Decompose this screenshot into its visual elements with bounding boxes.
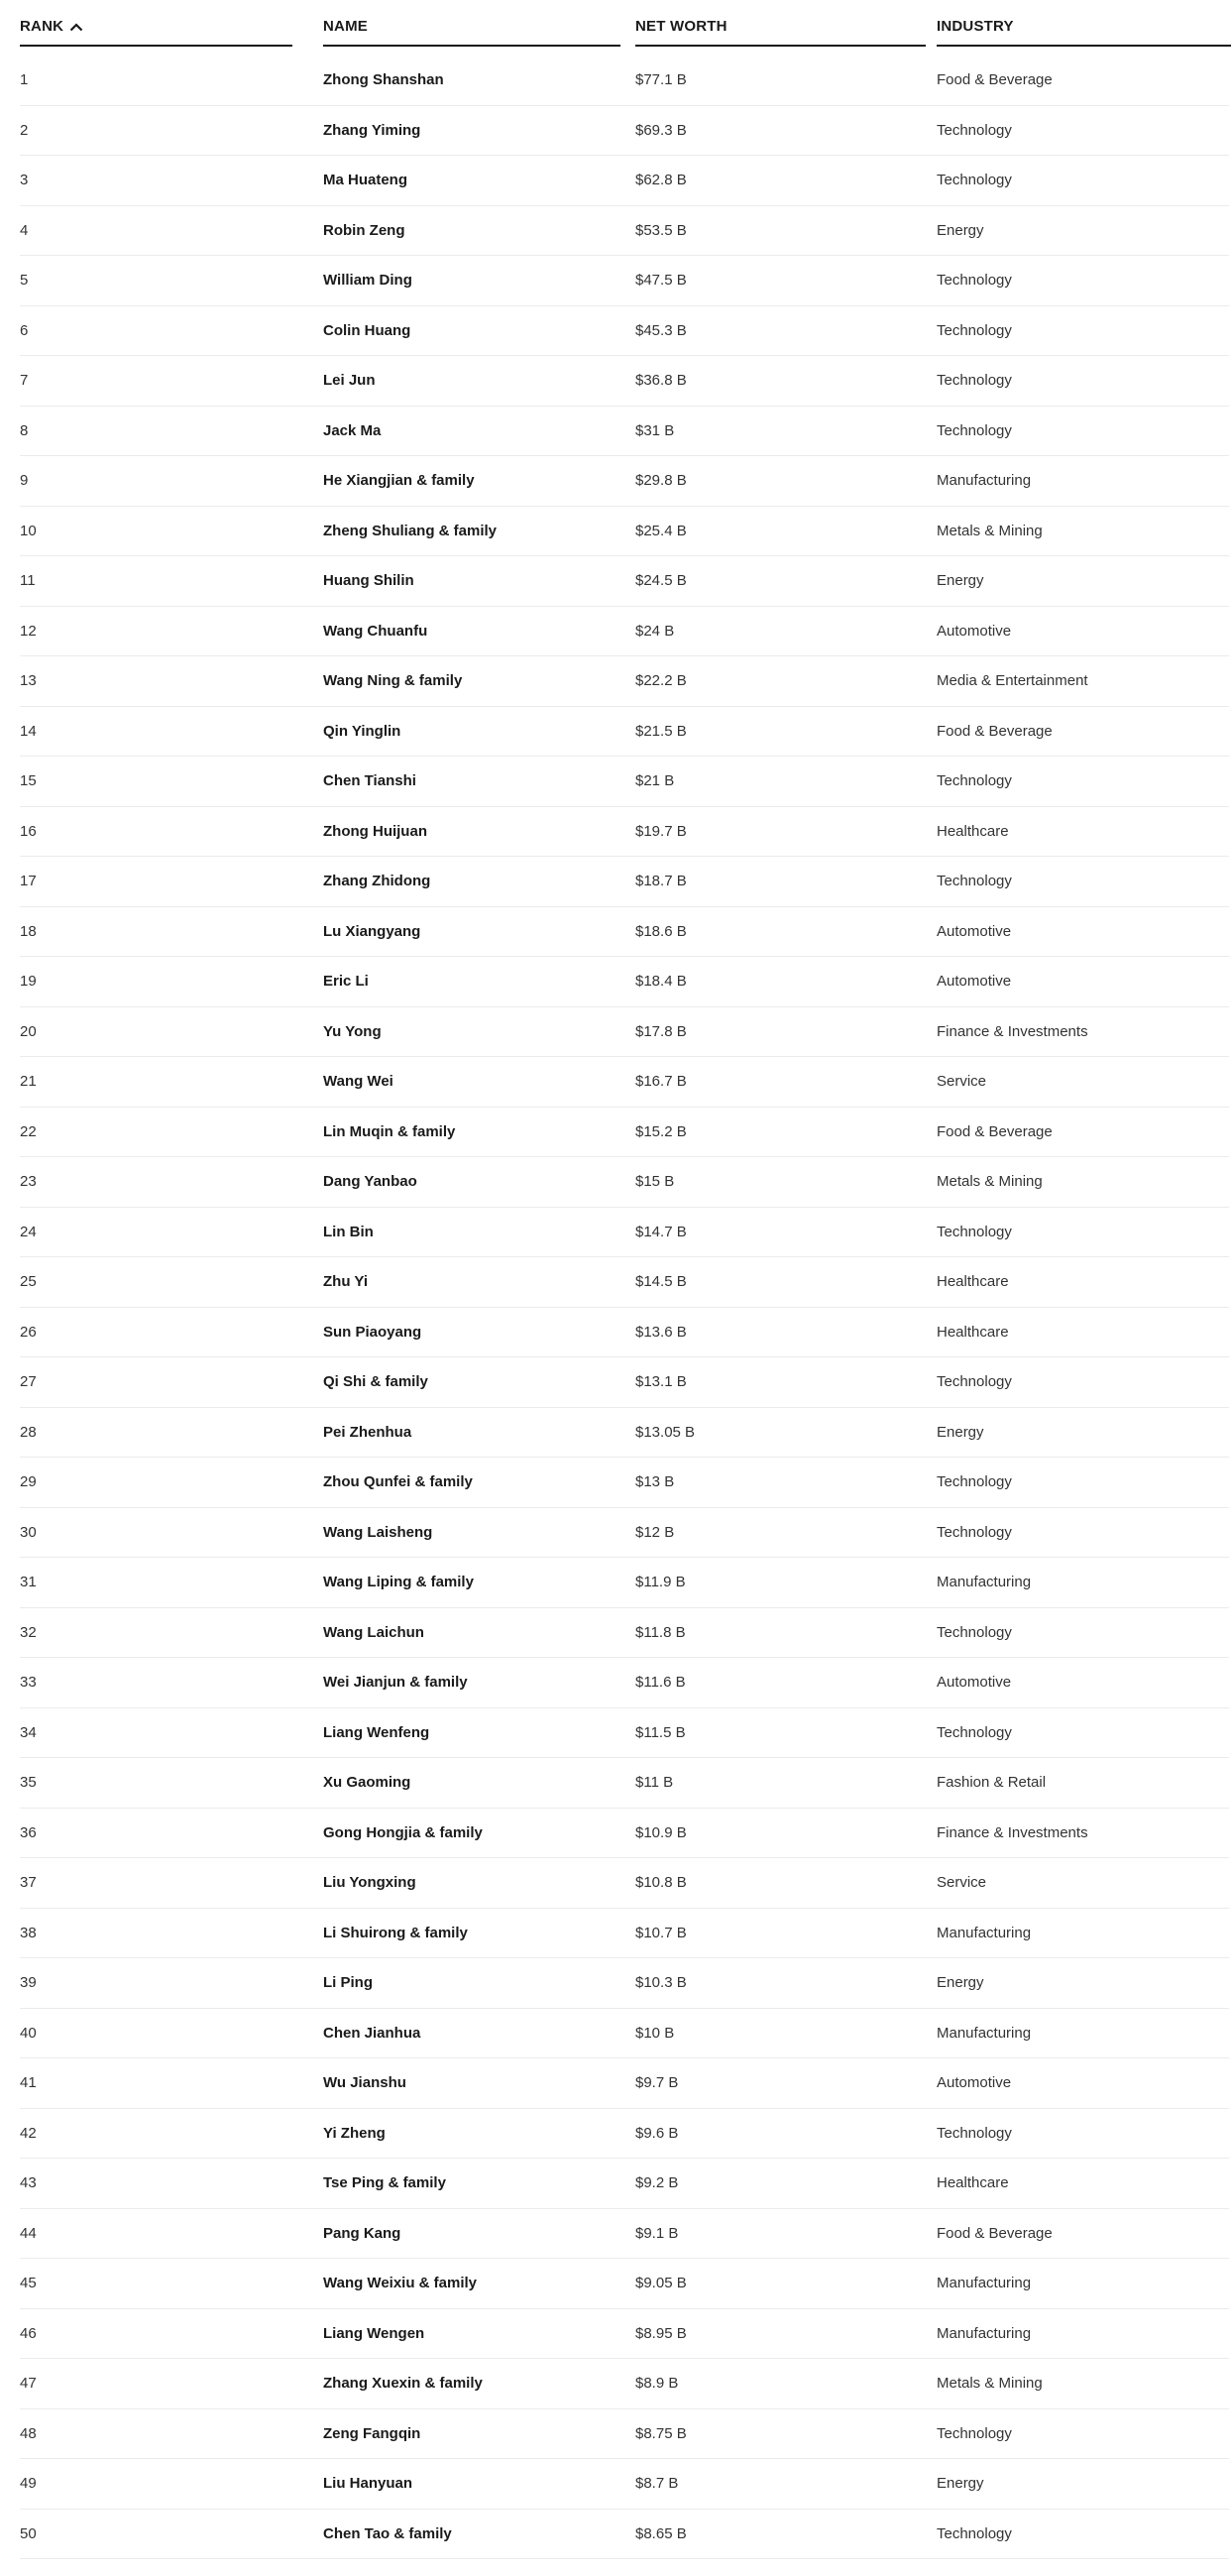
rank-cell: 27: [20, 1373, 37, 1390]
table-row[interactable]: [20, 1257, 1229, 1308]
industry-cell: Technology: [937, 2124, 1012, 2142]
name-cell[interactable]: Yi Zheng: [323, 2124, 386, 2142]
rank-cell: 18: [20, 922, 37, 940]
rank-cell: 16: [20, 822, 37, 840]
rank-cell: 22: [20, 1122, 37, 1140]
table-row[interactable]: [20, 907, 1229, 958]
table-row[interactable]: [20, 1007, 1229, 1058]
net-worth-cell: $14.5 B: [635, 1273, 687, 1290]
net-worth-cell: $15 B: [635, 1173, 675, 1190]
rank-cell: 14: [20, 722, 37, 740]
rank-cell: 47: [20, 2375, 37, 2392]
net-worth-cell: $69.3 B: [635, 121, 687, 139]
rank-cell: 33: [20, 1674, 37, 1691]
rank-cell: 31: [20, 1574, 37, 1590]
name-cell[interactable]: Robin Zeng: [323, 221, 405, 239]
column-header-rank-label: RANK: [20, 18, 64, 35]
name-cell[interactable]: Wang Ning & family: [323, 672, 463, 689]
net-worth-cell: $25.4 B: [635, 522, 687, 539]
industry-cell: Technology: [937, 1523, 1012, 1541]
table-row[interactable]: [20, 2359, 1229, 2409]
rank-cell: 20: [20, 1022, 37, 1040]
net-worth-cell: $14.7 B: [635, 1223, 687, 1240]
table-row[interactable]: [20, 356, 1229, 407]
table-row[interactable]: [20, 1858, 1229, 1909]
industry-cell: Technology: [937, 1723, 1012, 1741]
rank-cell: 45: [20, 2275, 37, 2291]
rank-cell: 25: [20, 1273, 37, 1290]
rank-cell: 7: [20, 372, 29, 389]
net-worth-cell: $18.4 B: [635, 973, 687, 990]
name-cell[interactable]: Wei Jianjun & family: [323, 1674, 468, 1691]
name-cell[interactable]: Zhong Shanshan: [323, 71, 444, 88]
table-row[interactable]: [20, 2459, 1229, 2510]
column-header-name-label: NAME: [323, 18, 368, 35]
net-worth-cell: $9.1 B: [635, 2224, 679, 2242]
table-row[interactable]: [20, 2109, 1229, 2160]
industry-cell: Metals & Mining: [937, 522, 1043, 539]
rank-cell: 44: [20, 2224, 37, 2242]
table-row[interactable]: [20, 56, 1229, 106]
table-row[interactable]: [20, 456, 1229, 507]
rank-cell: 9: [20, 472, 29, 489]
net-worth-cell: $22.2 B: [635, 672, 687, 689]
rank-cell: 38: [20, 1924, 37, 1941]
name-cell[interactable]: Zhou Qunfei & family: [323, 1473, 473, 1490]
name-cell[interactable]: Dang Yanbao: [323, 1173, 417, 1190]
name-cell[interactable]: Lin Bin: [323, 1223, 374, 1240]
rank-cell: 49: [20, 2475, 37, 2492]
table-row[interactable]: [20, 607, 1229, 657]
industry-cell: Manufacturing: [937, 472, 1032, 489]
rank-cell: 23: [20, 1173, 37, 1190]
name-cell[interactable]: Chen Tianshi: [323, 772, 416, 789]
table-row[interactable]: [20, 2009, 1229, 2059]
table-row[interactable]: [20, 1458, 1229, 1508]
industry-cell: Manufacturing: [937, 2024, 1032, 2042]
name-cell[interactable]: Chen Jianhua: [323, 2024, 421, 2042]
industry-cell: Technology: [937, 2424, 1012, 2442]
net-worth-cell: $13 B: [635, 1473, 675, 1490]
net-worth-cell: $8.7 B: [635, 2475, 679, 2492]
table-row[interactable]: [20, 656, 1229, 707]
industry-cell: Finance & Investments: [937, 1823, 1088, 1841]
column-header-name[interactable]: [323, 18, 620, 47]
table-row[interactable]: [20, 857, 1229, 907]
rank-cell: 43: [20, 2174, 37, 2191]
net-worth-cell: $10.3 B: [635, 1974, 687, 1991]
name-cell[interactable]: Qi Shi & family: [323, 1373, 428, 1390]
net-worth-cell: $13.6 B: [635, 1323, 687, 1341]
name-cell[interactable]: Wang Wei: [323, 1073, 393, 1090]
net-worth-cell: $18.7 B: [635, 873, 687, 889]
table-row[interactable]: [20, 1208, 1229, 1258]
table-row[interactable]: [20, 156, 1229, 206]
industry-cell: Automotive: [937, 1674, 1012, 1691]
rank-cell: 48: [20, 2424, 37, 2442]
name-cell[interactable]: Ma Huateng: [323, 172, 408, 188]
table-row[interactable]: [20, 1809, 1229, 1859]
net-worth-cell: $8.95 B: [635, 2324, 687, 2342]
rank-cell: 10: [20, 522, 37, 539]
rank-cell: 35: [20, 1774, 37, 1791]
rank-cell: 46: [20, 2324, 37, 2342]
name-cell[interactable]: William Ding: [323, 272, 412, 289]
table-row[interactable]: [20, 757, 1229, 807]
table-row[interactable]: [20, 1958, 1229, 2009]
column-header-industry[interactable]: [937, 18, 1231, 47]
name-cell[interactable]: Lin Muqin & family: [323, 1122, 456, 1140]
name-cell[interactable]: Liu Hanyuan: [323, 2475, 413, 2492]
net-worth-cell: $21.5 B: [635, 722, 687, 740]
name-cell[interactable]: Zeng Fangqin: [323, 2424, 421, 2442]
net-worth-cell: $15.2 B: [635, 1122, 687, 1140]
rank-cell: 21: [20, 1073, 37, 1090]
table-row[interactable]: [20, 256, 1229, 306]
net-worth-cell: $29.8 B: [635, 472, 687, 489]
industry-cell: Technology: [937, 873, 1012, 889]
industry-cell: Food & Beverage: [937, 71, 1053, 88]
net-worth-cell: $10 B: [635, 2024, 675, 2042]
table-row[interactable]: [20, 957, 1229, 1007]
rank-cell: 17: [20, 873, 37, 889]
net-worth-cell: $19.7 B: [635, 822, 687, 840]
rank-cell: 26: [20, 1323, 37, 1341]
name-cell[interactable]: Huang Shilin: [323, 572, 414, 589]
name-cell[interactable]: Liang Wengen: [323, 2324, 425, 2342]
table-row[interactable]: [20, 2209, 1229, 2260]
net-worth-cell: $45.3 B: [635, 321, 687, 339]
table-row[interactable]: [20, 2510, 1229, 2560]
industry-cell: Automotive: [937, 2074, 1012, 2091]
rank-cell: 29: [20, 1473, 37, 1490]
industry-cell: Food & Beverage: [937, 1122, 1053, 1140]
table-row[interactable]: [20, 2309, 1229, 2360]
net-worth-cell: $24.5 B: [635, 572, 687, 589]
industry-cell: Automotive: [937, 622, 1012, 640]
name-cell[interactable]: Zhang Zhidong: [323, 873, 431, 889]
column-header-industry-label: INDUSTRY: [937, 18, 1014, 35]
column-header-net-worth[interactable]: [635, 18, 926, 47]
net-worth-cell: $10.9 B: [635, 1823, 687, 1841]
industry-cell: Food & Beverage: [937, 722, 1053, 740]
table-row[interactable]: [20, 206, 1229, 257]
industry-cell: Manufacturing: [937, 1574, 1032, 1590]
name-cell[interactable]: Pang Kang: [323, 2224, 401, 2242]
net-worth-cell: $11.6 B: [635, 1674, 686, 1691]
name-cell[interactable]: Colin Huang: [323, 321, 411, 339]
net-worth-cell: $9.2 B: [635, 2174, 679, 2191]
name-cell[interactable]: Qin Yinglin: [323, 722, 401, 740]
net-worth-cell: $18.6 B: [635, 922, 687, 940]
name-cell[interactable]: Wang Chuanfu: [323, 622, 428, 640]
table-row[interactable]: [20, 106, 1229, 157]
industry-cell: Food & Beverage: [937, 2224, 1053, 2242]
rank-cell: 2: [20, 121, 29, 139]
industry-cell: Healthcare: [937, 1323, 1009, 1341]
rank-cell: 6: [20, 321, 29, 339]
table-row[interactable]: [20, 707, 1229, 758]
net-worth-cell: $8.75 B: [635, 2424, 687, 2442]
net-worth-cell: $8.65 B: [635, 2524, 687, 2542]
net-worth-cell: $21 B: [635, 772, 675, 789]
industry-cell: Energy: [937, 2475, 984, 2492]
rank-cell: 24: [20, 1223, 37, 1240]
name-cell[interactable]: Li Shuirong & family: [323, 1924, 468, 1941]
industry-cell: Technology: [937, 121, 1012, 139]
table-row[interactable]: [20, 2409, 1229, 2460]
name-cell[interactable]: Lu Xiangyang: [323, 922, 421, 940]
rank-cell: 8: [20, 421, 29, 439]
table-row[interactable]: [20, 2058, 1229, 2109]
net-worth-cell: $9.7 B: [635, 2074, 679, 2091]
rank-cell: 11: [20, 572, 36, 589]
name-cell[interactable]: Liu Yongxing: [323, 1874, 416, 1891]
table-row[interactable]: [20, 1508, 1229, 1559]
rank-cell: 34: [20, 1723, 37, 1741]
net-worth-cell: $31 B: [635, 421, 675, 439]
net-worth-cell: $17.8 B: [635, 1022, 687, 1040]
name-cell[interactable]: Xu Gaoming: [323, 1774, 411, 1791]
table-row[interactable]: [20, 306, 1229, 357]
table-row[interactable]: [20, 1357, 1229, 1408]
industry-cell: Technology: [937, 1473, 1012, 1490]
rank-cell: 1: [20, 71, 29, 88]
name-cell[interactable]: Zhang Xuexin & family: [323, 2375, 483, 2392]
table-row[interactable]: [20, 1108, 1229, 1158]
net-worth-cell: $11 B: [635, 1774, 674, 1791]
name-cell[interactable]: Zhong Huijuan: [323, 822, 427, 840]
name-cell[interactable]: Wu Jianshu: [323, 2074, 406, 2091]
name-cell[interactable]: Chen Tao & family: [323, 2524, 452, 2542]
chevron-up-icon[interactable]: [69, 22, 83, 32]
industry-cell: Metals & Mining: [937, 2375, 1043, 2392]
rank-cell: 40: [20, 2024, 37, 2042]
net-worth-cell: $36.8 B: [635, 372, 687, 389]
net-worth-cell: $13.05 B: [635, 1423, 696, 1441]
rank-cell: 19: [20, 973, 37, 990]
industry-cell: Technology: [937, 421, 1012, 439]
rank-cell: 50: [20, 2524, 37, 2542]
industry-cell: Energy: [937, 1423, 984, 1441]
rank-cell: 12: [20, 622, 37, 640]
name-cell[interactable]: Liang Wenfeng: [323, 1723, 430, 1741]
table-row[interactable]: [20, 1608, 1229, 1659]
table-row[interactable]: [20, 1658, 1229, 1708]
column-header-net-worth-label: NET WORTH: [635, 18, 727, 35]
industry-cell: Energy: [937, 1974, 984, 1991]
table-row[interactable]: [20, 1909, 1229, 1959]
net-worth-cell: $11.8 B: [635, 1623, 686, 1641]
industry-cell: Technology: [937, 1223, 1012, 1240]
net-worth-cell: $10.8 B: [635, 1874, 687, 1891]
industry-cell: Healthcare: [937, 2174, 1009, 2191]
industry-cell: Automotive: [937, 973, 1012, 990]
industry-cell: Media & Entertainment: [937, 672, 1088, 689]
industry-cell: Technology: [937, 321, 1012, 339]
net-worth-cell: $9.6 B: [635, 2124, 679, 2142]
table-row[interactable]: [20, 1057, 1229, 1108]
industry-cell: Metals & Mining: [937, 1173, 1043, 1190]
rank-cell: 32: [20, 1623, 37, 1641]
net-worth-cell: $10.7 B: [635, 1924, 687, 1941]
net-worth-cell: $9.05 B: [635, 2275, 687, 2291]
net-worth-cell: $47.5 B: [635, 272, 687, 289]
industry-cell: Service: [937, 1874, 987, 1891]
name-cell[interactable]: Wang Laisheng: [323, 1523, 433, 1541]
name-cell[interactable]: Sun Piaoyang: [323, 1323, 422, 1341]
name-cell[interactable]: Lei Jun: [323, 372, 376, 389]
table-row[interactable]: [20, 2259, 1229, 2309]
rank-cell: 39: [20, 1974, 37, 1991]
table-row[interactable]: [20, 807, 1229, 858]
net-worth-cell: $53.5 B: [635, 221, 687, 239]
rank-cell: 4: [20, 221, 29, 239]
table-row[interactable]: [20, 507, 1229, 557]
table-row[interactable]: [20, 1408, 1229, 1459]
rank-cell: 3: [20, 172, 29, 188]
net-worth-cell: $24 B: [635, 622, 675, 640]
billionaires-table: [20, 0, 1229, 2559]
table-body: [20, 56, 1229, 2559]
name-cell[interactable]: Wang Weixiu & family: [323, 2275, 478, 2291]
industry-cell: Finance & Investments: [937, 1022, 1088, 1040]
industry-cell: Manufacturing: [937, 2324, 1032, 2342]
name-cell[interactable]: Zhang Yiming: [323, 121, 421, 139]
name-cell[interactable]: Yu Yong: [323, 1022, 382, 1040]
net-worth-cell: $62.8 B: [635, 172, 687, 188]
table-row[interactable]: [20, 1708, 1229, 1759]
industry-cell: Fashion & Retail: [937, 1774, 1047, 1791]
rank-cell: 5: [20, 272, 29, 289]
industry-cell: Technology: [937, 172, 1012, 188]
rank-cell: 42: [20, 2124, 37, 2142]
table-row[interactable]: [20, 556, 1229, 607]
industry-cell: Automotive: [937, 922, 1012, 940]
industry-cell: Technology: [937, 272, 1012, 289]
rank-cell: 41: [20, 2074, 37, 2091]
rank-cell: 36: [20, 1823, 37, 1841]
net-worth-cell: $77.1 B: [635, 71, 687, 88]
industry-cell: Service: [937, 1073, 987, 1090]
name-cell[interactable]: Pei Zhenhua: [323, 1423, 412, 1441]
net-worth-cell: $16.7 B: [635, 1073, 687, 1090]
industry-cell: Technology: [937, 1373, 1012, 1390]
rank-cell: 37: [20, 1874, 37, 1891]
industry-cell: Healthcare: [937, 1273, 1009, 1290]
name-cell[interactable]: Wang Liping & family: [323, 1574, 474, 1590]
net-worth-cell: $11.5 B: [635, 1723, 686, 1741]
industry-cell: Healthcare: [937, 822, 1009, 840]
name-cell[interactable]: Eric Li: [323, 973, 369, 990]
rank-cell: 13: [20, 672, 37, 689]
table-row[interactable]: [20, 407, 1229, 457]
rank-cell: 30: [20, 1523, 37, 1541]
rank-cell: 28: [20, 1423, 37, 1441]
net-worth-cell: $13.1 B: [635, 1373, 687, 1390]
industry-cell: Manufacturing: [937, 2275, 1032, 2291]
name-cell[interactable]: Zhu Yi: [323, 1273, 368, 1290]
industry-cell: Manufacturing: [937, 1924, 1032, 1941]
name-cell[interactable]: Zheng Shuliang & family: [323, 522, 498, 539]
name-cell[interactable]: Li Ping: [323, 1974, 373, 1991]
name-cell[interactable]: Gong Hongjia & family: [323, 1823, 483, 1841]
net-worth-cell: $11.9 B: [635, 1574, 686, 1590]
industry-cell: Technology: [937, 372, 1012, 389]
industry-cell: Energy: [937, 221, 984, 239]
name-cell[interactable]: Tse Ping & family: [323, 2174, 446, 2191]
table-row[interactable]: [20, 1558, 1229, 1608]
rank-cell: 15: [20, 772, 37, 789]
industry-cell: Technology: [937, 1623, 1012, 1641]
name-cell[interactable]: Wang Laichun: [323, 1623, 424, 1641]
industry-cell: Technology: [937, 772, 1012, 789]
name-cell[interactable]: Jack Ma: [323, 421, 382, 439]
table-row[interactable]: [20, 1308, 1229, 1358]
net-worth-cell: $12 B: [635, 1523, 675, 1541]
table-row[interactable]: [20, 1157, 1229, 1208]
name-cell[interactable]: He Xiangjian & family: [323, 472, 475, 489]
net-worth-cell: $8.9 B: [635, 2375, 679, 2392]
table-header: [20, 0, 1229, 48]
column-header-rank[interactable]: [20, 18, 292, 47]
table-row[interactable]: [20, 1758, 1229, 1809]
industry-cell: Technology: [937, 2524, 1012, 2542]
industry-cell: Energy: [937, 572, 984, 589]
table-row[interactable]: [20, 2159, 1229, 2209]
